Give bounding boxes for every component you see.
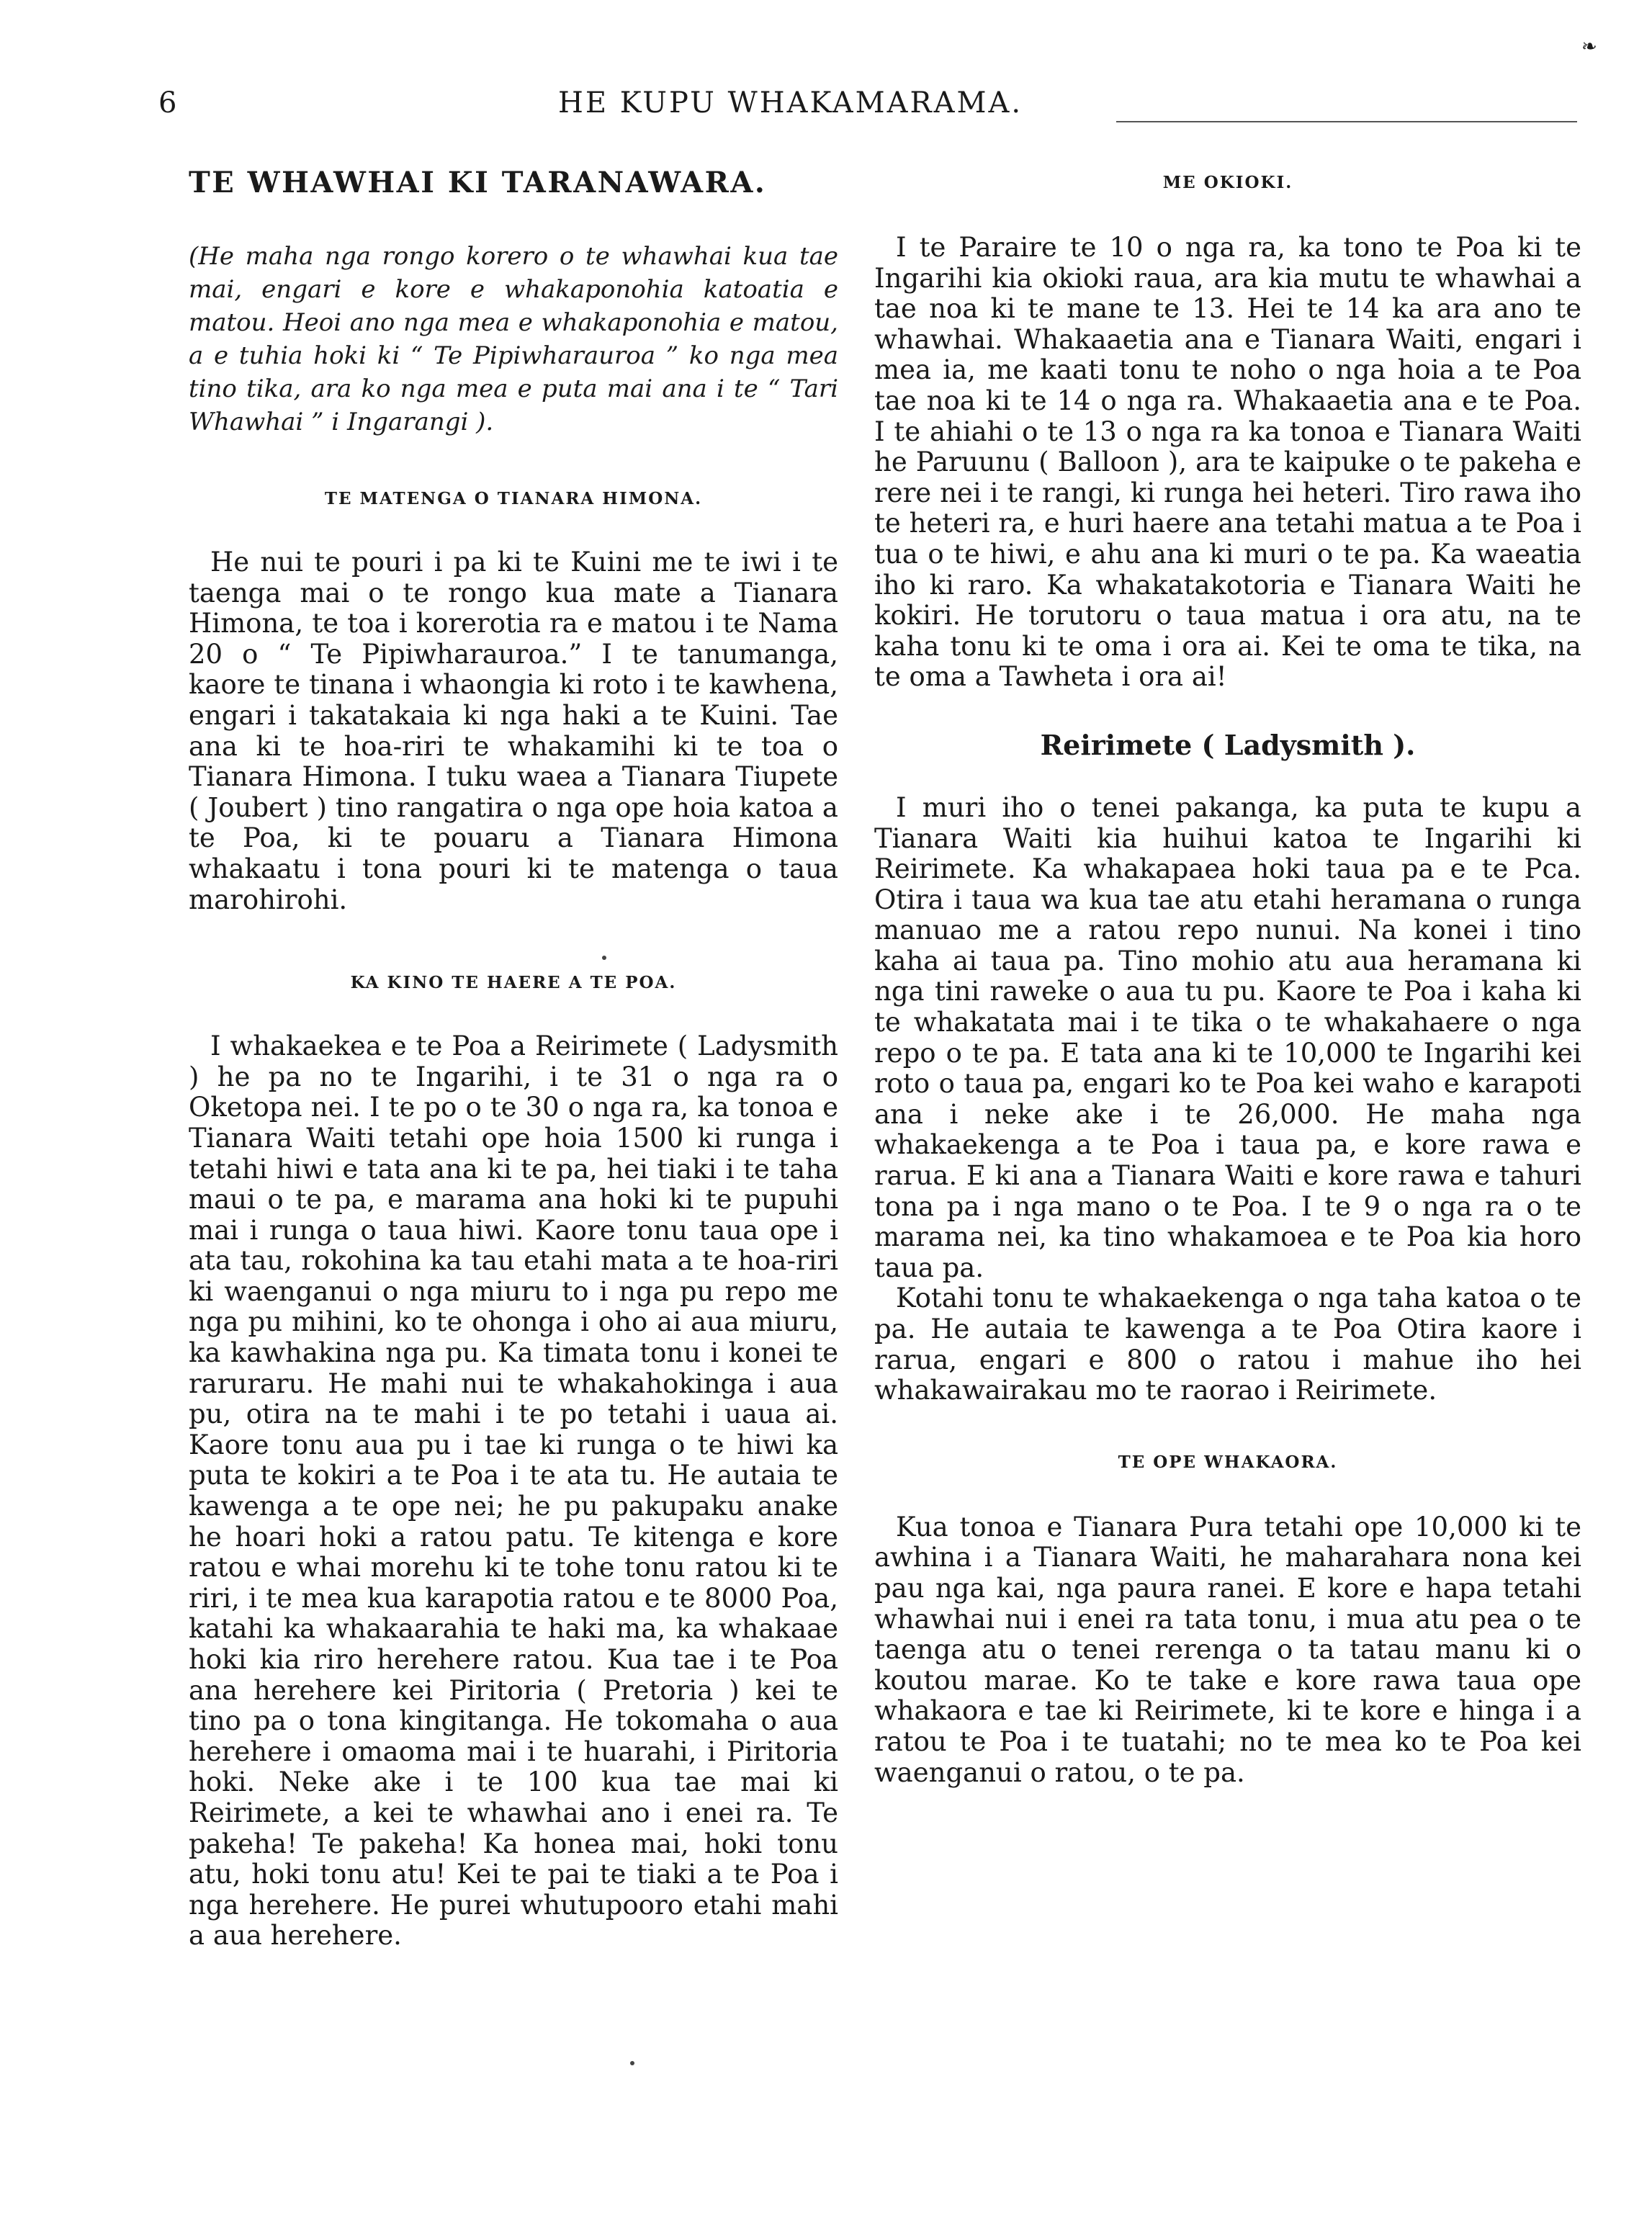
page-header bbox=[158, 86, 1577, 130]
section-text-okioki: I te Paraire te 10 o nga ra, ka tono te Poa ki te Ingarihi kia okioki raua, ara kia mutu te whawhai a tae noa ki te mane te 13. Hei te 14 ka ara ano te whawhai. Whakaaetia ana e Tianara Waiti, engari i mea ia, me kaati tonu te noho o nga hoia a te Poa tae noa ki te 14 o nga ra. Whakaaetia ana e te Poa. I te ahiahi o te 13 o nga ra ka tonoa e Tianara Waiti he Paruunu ( Balloon ), ara te kaipuke o te pakeha e rere nei i te rangi, ki runga hei heteri. Tiro rawa iho te heteri ra, e huri haere ana tetahi matua a te Poa i tua o te hiwi, e ahu ana ki muri o te pa. Ka waeatia iho ki raro. Ka whakatakotoria e Tianara Waiti he kokiri. He torutoru o taua matua i ora atu, na te kaha tonu ki te oma i ora ai. Kei te oma te tika, na te oma a Tawheta i ora ai! bbox=[874, 232, 1581, 693]
section-text-himona: He nui te pouri i pa ki te Kuini me te iwi i te taenga mai o te rongo kua mate a Tianara Himona, te toa i korerotia ra e matou i te Nama 20 o “ Te Pipiwharauroa.” I te tanumanga, kaore te tinana i whaongia ki roto i te kawhena, engari i takatakaia ki nga haki a te Kuini. Tae ana ki te hoa-riri te whakamihi ki te toa o Tianara Himona. I tuku waea a Tianara Tiupete ( Joubert ) tino rangatira o nga ope hoia katoa a te Poa, ki te pouaru a Tianara Himona whakaatu i tona pouri ki te matenga o taua marohirohi. bbox=[189, 547, 838, 915]
printers-mark-icon: ❧ bbox=[1581, 36, 1597, 58]
section-heading-reirimete: Reirimete ( Ladysmith ). bbox=[1040, 728, 1416, 761]
section-heading-whakaora: TE OPE WHAKAORA. bbox=[1118, 1452, 1338, 1472]
page-speck bbox=[630, 2061, 634, 2065]
page-speck bbox=[602, 956, 606, 960]
running-title: HE KUPU WHAKAMARAMA. bbox=[558, 86, 1023, 120]
article-lead: (He maha nga rongo korero o te whawhai kua tae mai, engari e kore e whakaponohia katoatia e matou. Heoi ano nga mea e whakaponohia e matou, a e tuhia hoki ki “ Te Pipiwharauroa ” ko nga mea tino tika, ara ko nga mea e puta mai ana i te “ Tari Whawhai ” i Ingarangi ). bbox=[189, 242, 838, 436]
section-text-reirimete-a: I muri iho o tenei pakanga, ka puta te kupu a Tianara Waiti kia huihui katoa te Ingarihi ki Reirimete. Ka whakapaea hoki taua pa e te Pca. Otira i taua wa kua tae atu etahi heramana o runga manuao me a ratou repo nunui. Na konei i tino kaha ai taua pa. Tino mohio atu aua heramana ki nga tini raweke o aua tu pu. Kaore te Poa i kaha ki te whakatata mai i te tika o te whakahaere o nga repo o te pa. E tata ana ki te 10,000 te Ingarihi kei roto o taua pa, engari ko te Poa kei waho e karapoti ana i neke ake i te 26,000. He maha nga whakaekenga a te Poa i taua pa, e kore rawa e rarua. E ki ana a Tianara Waiti e kore rawa e tahuri tona pa i nga mano o te Poa. I te 9 o nga ra o te marama nei, ka tino whakamoea e te Poa kia horo taua pa. bbox=[874, 791, 1581, 1283]
section-text-reirimete-b: Kotahi tonu te whakaekenga o nga taha katoa o te pa. He autaia te kawenga a te Poa Otira kaore i rarua, engari e 800 o ratou i mahue iho hei whakawairakau mo te raorao i Reirimete. bbox=[874, 1283, 1581, 1406]
page-number: 6 bbox=[158, 86, 177, 120]
section-text-poa: I whakaekea e te Poa a Reirimete ( Ladysmith ) he pa no te Ingarihi, i te 31 o nga ra o Oketopa nei. I te po o te 30 o nga ra, ka tonoa e Tianara Waiti tetahi ope hoia 1500 ki runga i tetahi hiwi e tata ana ki te pa, hei tiaki i te taha maui o te pa, e marama ana hoki ki te pupuhi mai i runga o taua hiwi. Kaore tonu taua ope i ata tau, rokohina ka tau etahi mata a te hoa-riri ki waenganui o nga miuru to i nga pu repo me nga pu mihini, ko te ohonga i oho ai aua miuru, ka kawhakina nga pu. Ka timata tonu i konei te raruraru. He mahi nui te whakahokinga i aua pu, otira na te mahi i te po tetahi i uaua ai. Kaore tonu aua pu i tae ki runga o te hiwi ka puta te kokiri a te Poa i te ata tu. He autaia te kawenga a te ope nei; he pu pakupaku anake he hoari hoki a ratou patu. Te kitenga e kore ratou e whai morehu ki te tohe tonu ratou ki te riri, i te mea kua karapotia ratou e te 8000 Poa, katahi ka whakaarahia te haki ma, ka whakaae hoki kia riro herehere ratou. Kua tae i te Poa ana herehere kei Piritoria ( Pretoria ) kei te tino pa o tona kingitanga. He tokomaha o aua herehere i omaoma mai i te huarahi, i Piritoria hoki. Neke ake i te 100 kua tae mai ki Reirimete, a kei te whawhai ano i enei ra. Te pakeha! Te pakeha! Ka honea mai, hoki tonu atu, hoki tonu atu! Kei te pai te tiaki a te Poa i nga herehere. He purei whutupooro etahi mahi a aua herehere. bbox=[189, 1031, 838, 1952]
header-rule bbox=[1116, 121, 1577, 122]
article-title: TE WHAWHAI KI TARANAWARA. bbox=[189, 166, 767, 199]
section-text-whakaora: Kua tonoa e Tianara Pura tetahi ope 10,000 ki te awhina i a Tianara Waiti, he maharahara nona kei pau nga kai, nga paura ranei. E kore e hapa tetahi whawhai nui i enei ra tata tonu, i mua atu pea o te taenga atu o tenei rerenga o ta tatau manu ki o koutou marae. Ko te take e kore rawa taua ope whakaora e tae ki Reirimete, ki te kore e hinga i a ratou te Poa i te tuatahi; no te mea ko te Poa kei waenganui o ratou, o te pa. bbox=[874, 1511, 1581, 1788]
section-heading-poa: KA KINO TE HAERE A TE POA. bbox=[350, 973, 677, 993]
section-heading-okioki: ME OKIOKI. bbox=[1162, 173, 1293, 192]
left-column bbox=[189, 166, 838, 1952]
section-heading-himona: TE MATENGA O TIANARA HIMONA. bbox=[324, 489, 703, 508]
right-column bbox=[874, 166, 1581, 1788]
